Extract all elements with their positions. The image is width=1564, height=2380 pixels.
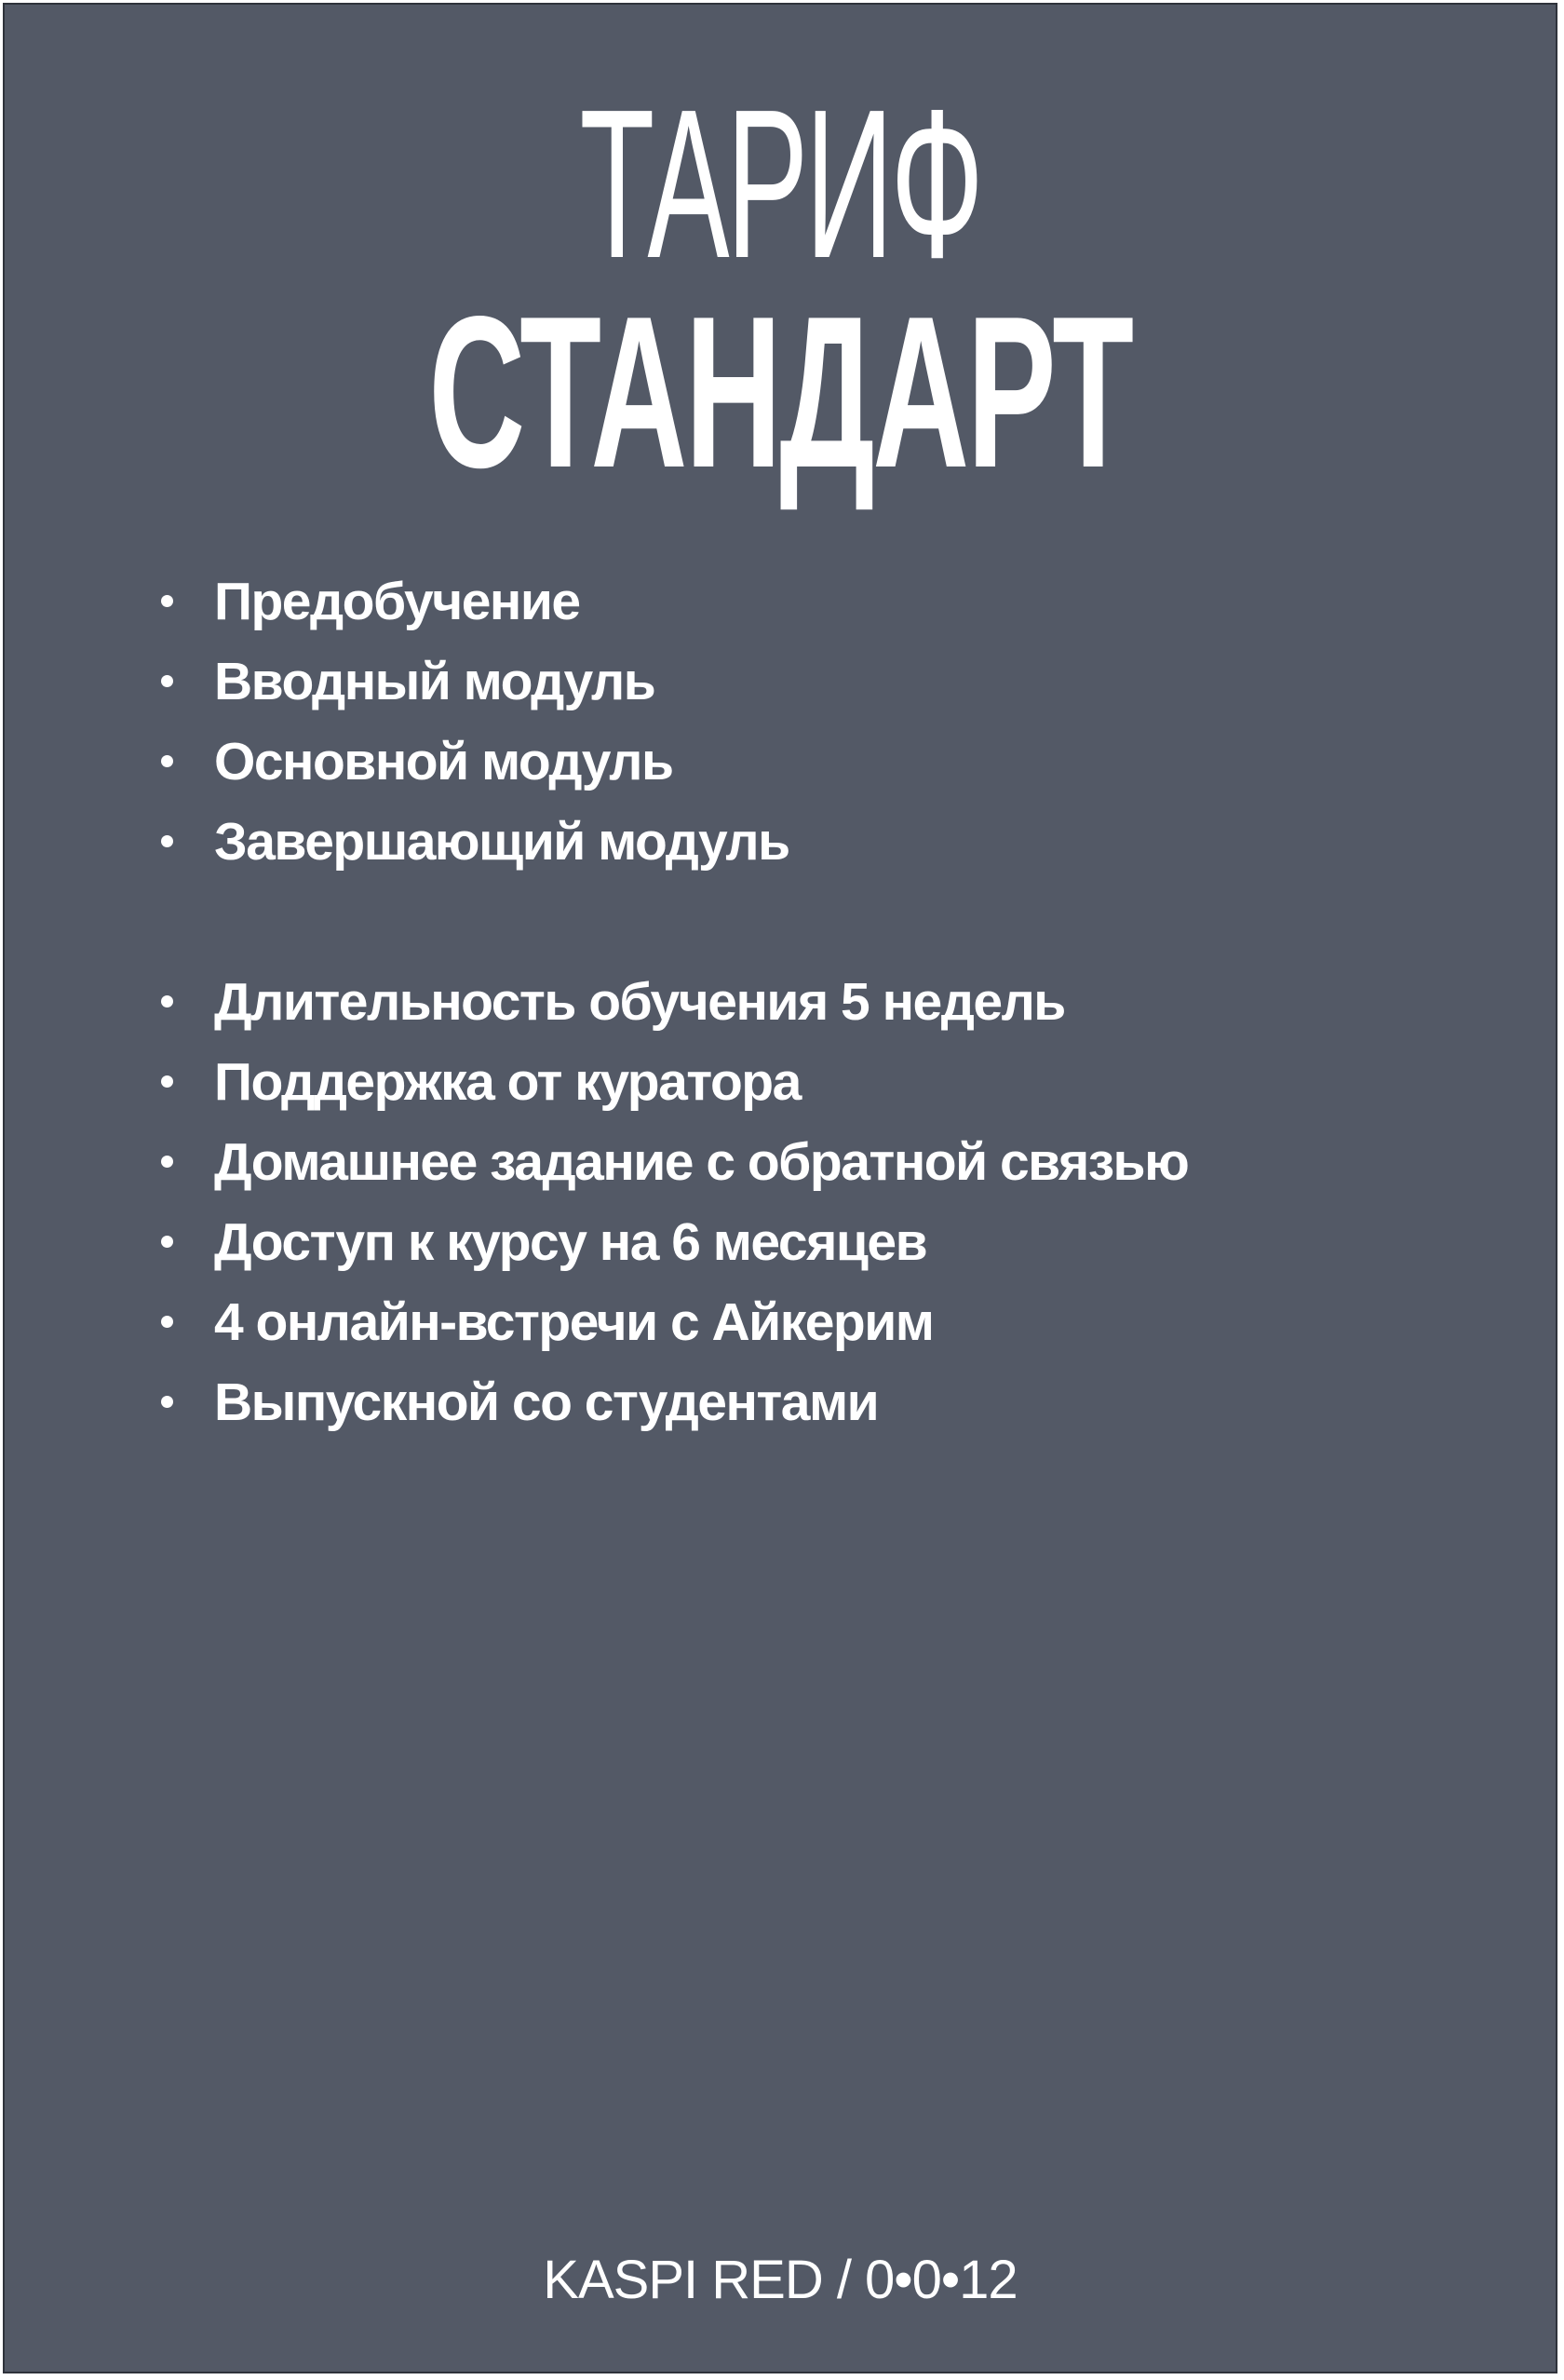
bullet-icon [161,995,173,1007]
list-item-label: 4 онлайн-встречи с Айкерим [214,1292,934,1352]
list-item-label: Длительность обучения 5 недель [214,972,1065,1032]
list-item-label: Домашнее задание с обратной связью [214,1132,1189,1192]
bullet-icon [161,595,173,607]
bullet-icon [161,1396,173,1408]
bullet-icon [161,1316,173,1328]
bullet-icon [161,1075,173,1088]
list-item-label: Доступ к курсу на 6 месяцев [214,1212,927,1272]
list-item-label: Предобучение [214,572,580,631]
list-item-label: Поддержка от куратора [214,1052,801,1112]
bullet-icon [161,755,173,767]
tariff-title-label: ТАРИФ [579,66,981,303]
list-item-label: Вводный модуль [214,652,655,711]
bullet-icon [161,1156,173,1168]
tariff-name-title: СТАНДАРТ [428,272,1132,513]
bullet-icon [161,675,173,687]
list-item-label: Завершающий модуль [214,812,789,872]
bullet-icon [161,835,173,847]
list-item-label: Выпускной со студентами [214,1373,879,1432]
payment-footer: KASPI RED / 0•0•12 [543,2250,1018,2310]
bullet-icon [161,1236,173,1248]
list-item-label: Основной модуль [214,732,673,791]
tariff-card [3,3,1557,2373]
